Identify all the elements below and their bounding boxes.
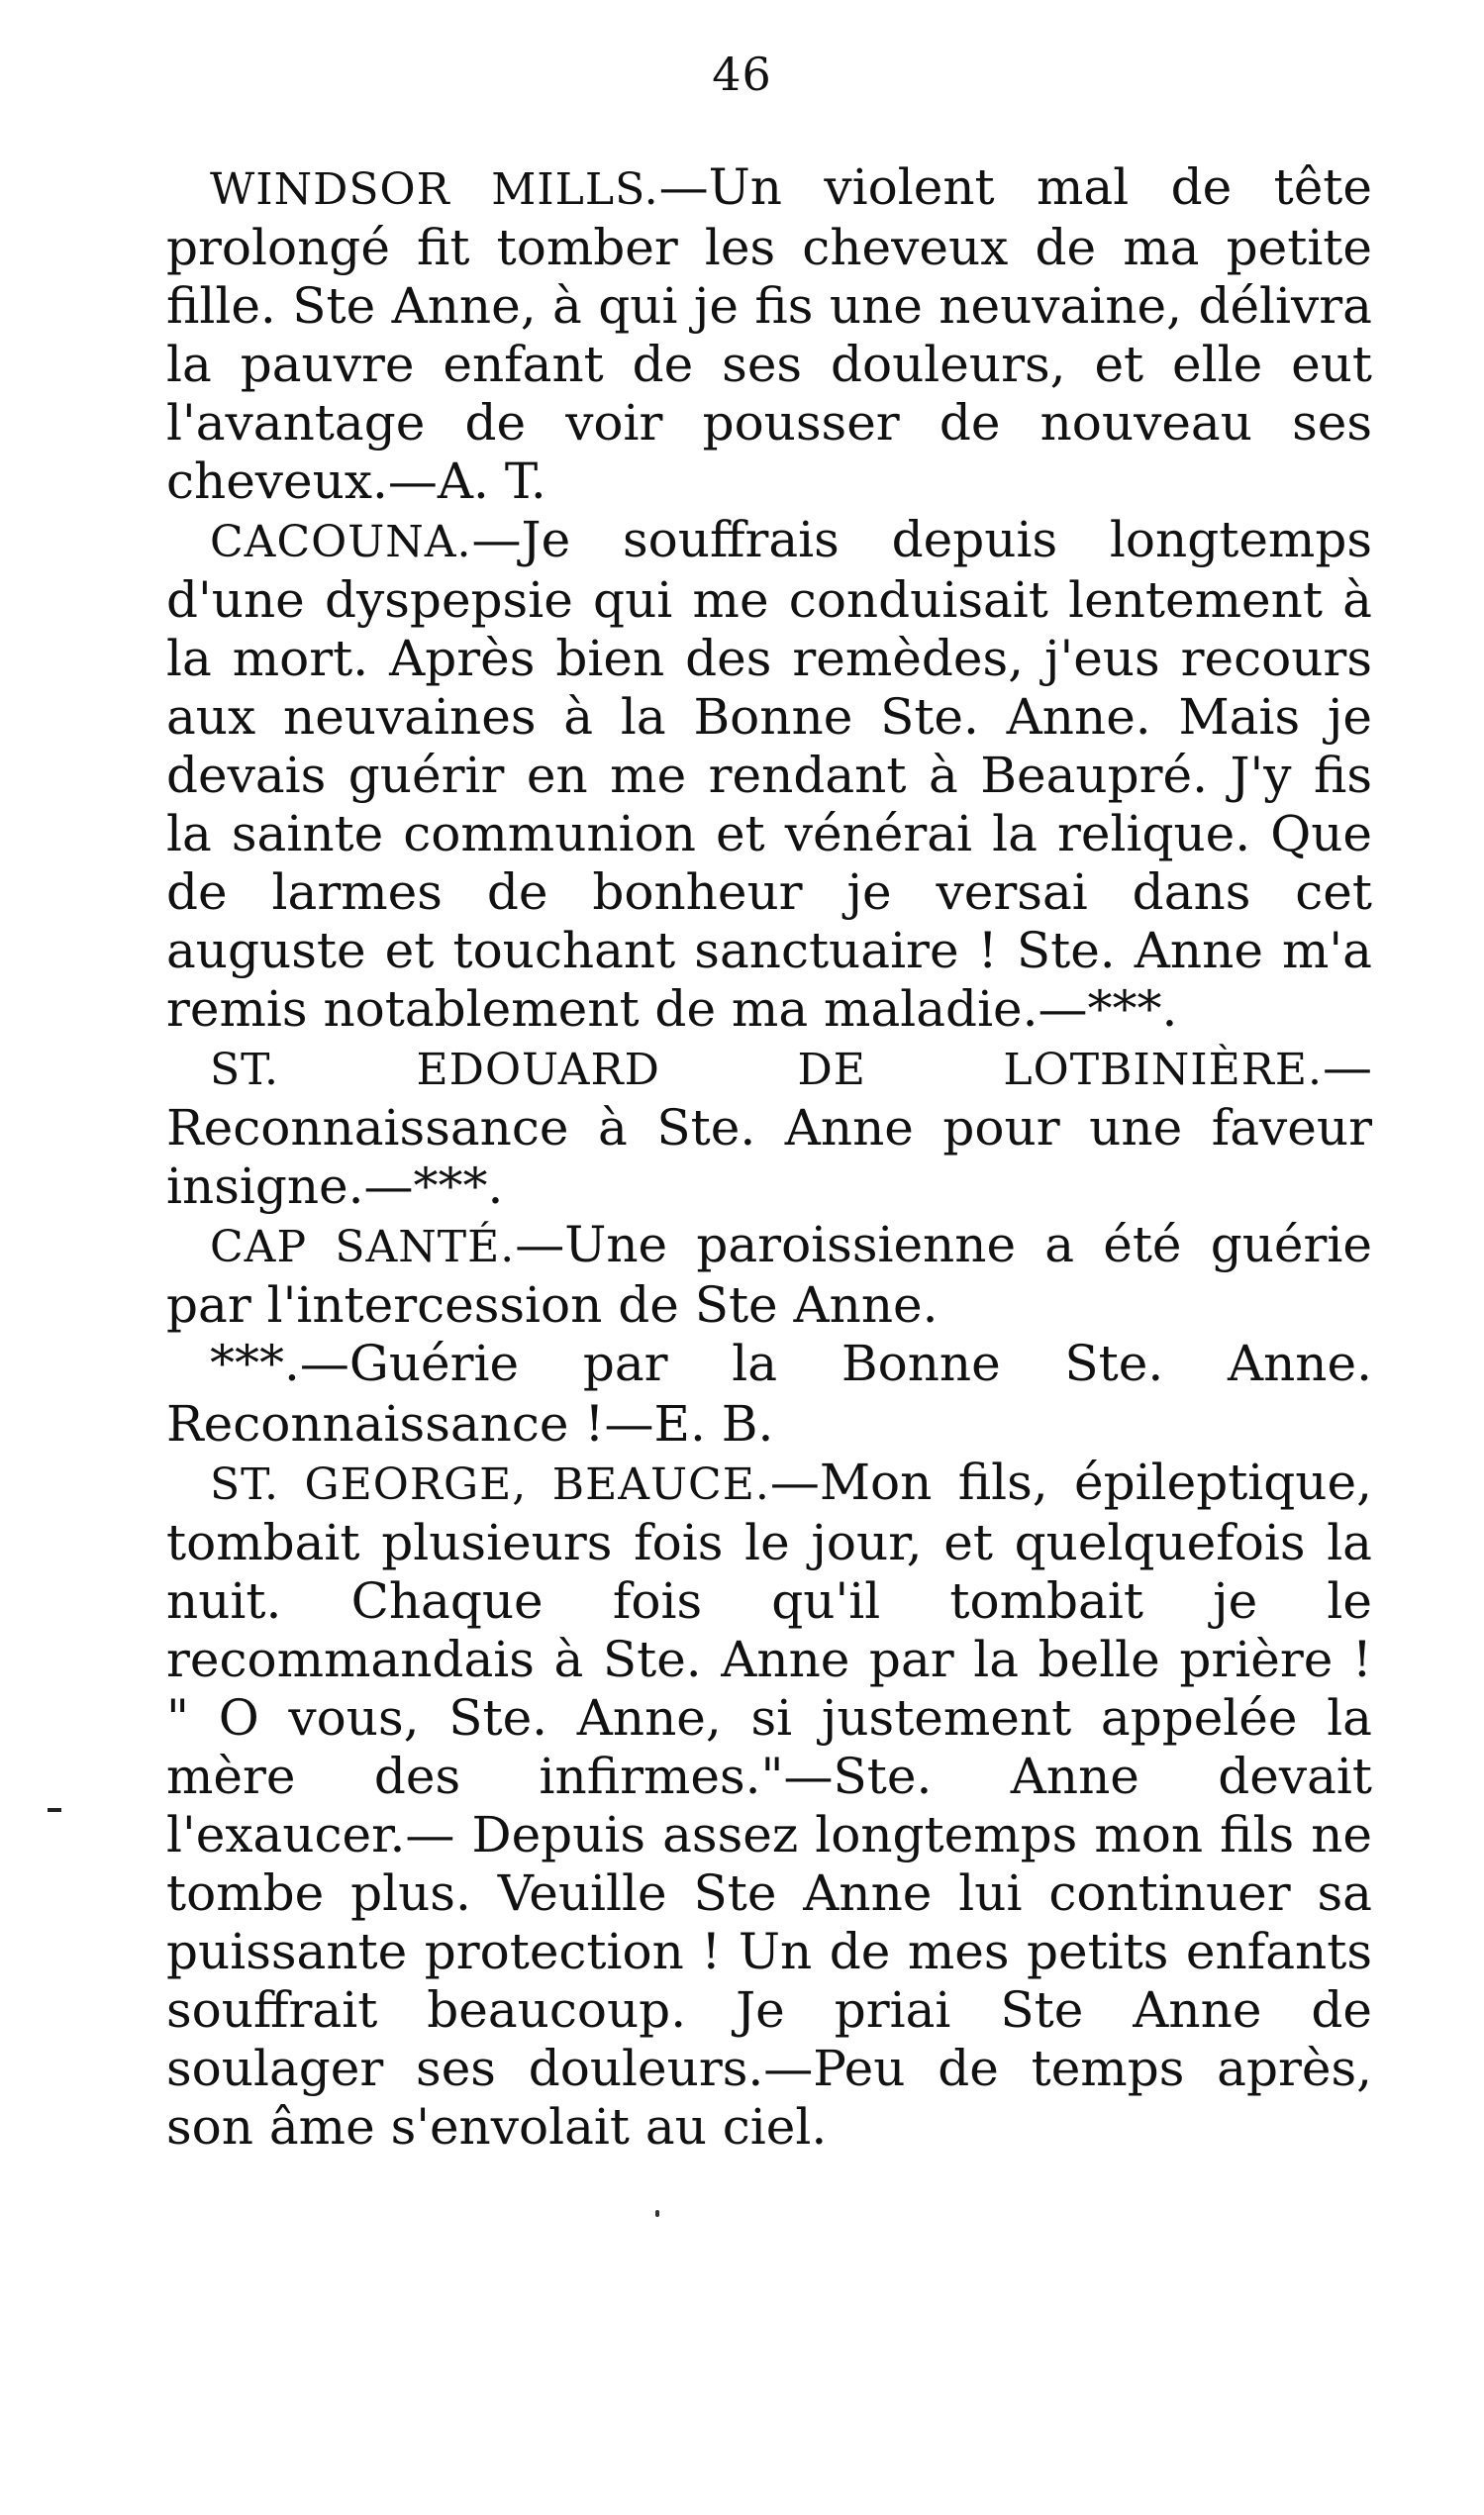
entry-text: ***.—Guérie par la Bonne Ste. Anne. Reconnaissance !—E. B.	[166, 1335, 1372, 1453]
entry-place: CACOUNA.	[210, 517, 472, 567]
entry-windsor-mills	[166, 158, 1372, 511]
entry-place: CAP SANTÉ.	[210, 1222, 516, 1272]
entry-text: —Mon fils, épileptique, tombait plusieurs fois le jour, et quelquefois la nuit. Chaque fois qu'il tombait je le recommandais à Ste. Anne par la belle prière ! " O vous, Ste. Anne, si justement appelée la mère des infirmes."—Ste. Anne devait l'exaucer.— Depuis assez longtemps mon fils ne tombe plus. Veuille Ste Anne lui continuer sa puissante protection ! Un de mes petits enfants souffrait beaucoup. Je priai Ste Anne de soulager ses douleurs.—Peu de temps après, son âme s'envolait au ciel.	[166, 1454, 1372, 2156]
body-text	[166, 158, 1372, 2157]
entry-place: ST. GEORGE, BEAUCE.	[210, 1459, 770, 1510]
entry-text: —Je souffrais depuis longtemps d'une dyspepsie qui me conduisait lentement à la mort. Après bien des remèdes, j'eus recours aux neuvaines à la Bonne Ste. Anne. Mais je devais guérir en me rendant à Beaupré. J'y fis la sainte communion et vénérai la relique. Que de larmes de bonheur je versai dans cet auguste et touchant sanctuaire ! Ste. Anne m'a remis notablement de ma maladie.—***.	[166, 511, 1372, 1038]
entry-cacouna	[166, 511, 1372, 1039]
entry-anonymous	[166, 1335, 1372, 1454]
entry-text: —Un violent mal de tête prolongé fit tomber les cheveux de ma petite fille. Ste Anne, à qui je fis une neuvaine, délivra la pauvre enfant de ses douleurs, et elle eut l'avantage de voir pousser de nouveau ses cheveux.—A. T.	[166, 158, 1372, 510]
page-number: 46	[712, 48, 772, 101]
entry-place: ST. EDOUARD DE LOTBINIÈRE.	[210, 1045, 1323, 1095]
stray-ink-dot	[655, 2210, 659, 2217]
entry-st-edouard	[166, 1039, 1372, 1216]
entry-text: —Une paroissienne a été guérie par l'intercession de Ste Anne.	[166, 1216, 1373, 1334]
margin-mark	[48, 1808, 61, 1812]
entry-cap-sante	[166, 1216, 1372, 1335]
entry-st-george-beauce	[166, 1454, 1372, 2157]
entry-place: WINDSOR MILLS.	[210, 164, 659, 215]
entry-text: —Reconnaissance à Ste. Anne pour une faveur insigne.—***.	[166, 1039, 1372, 1215]
